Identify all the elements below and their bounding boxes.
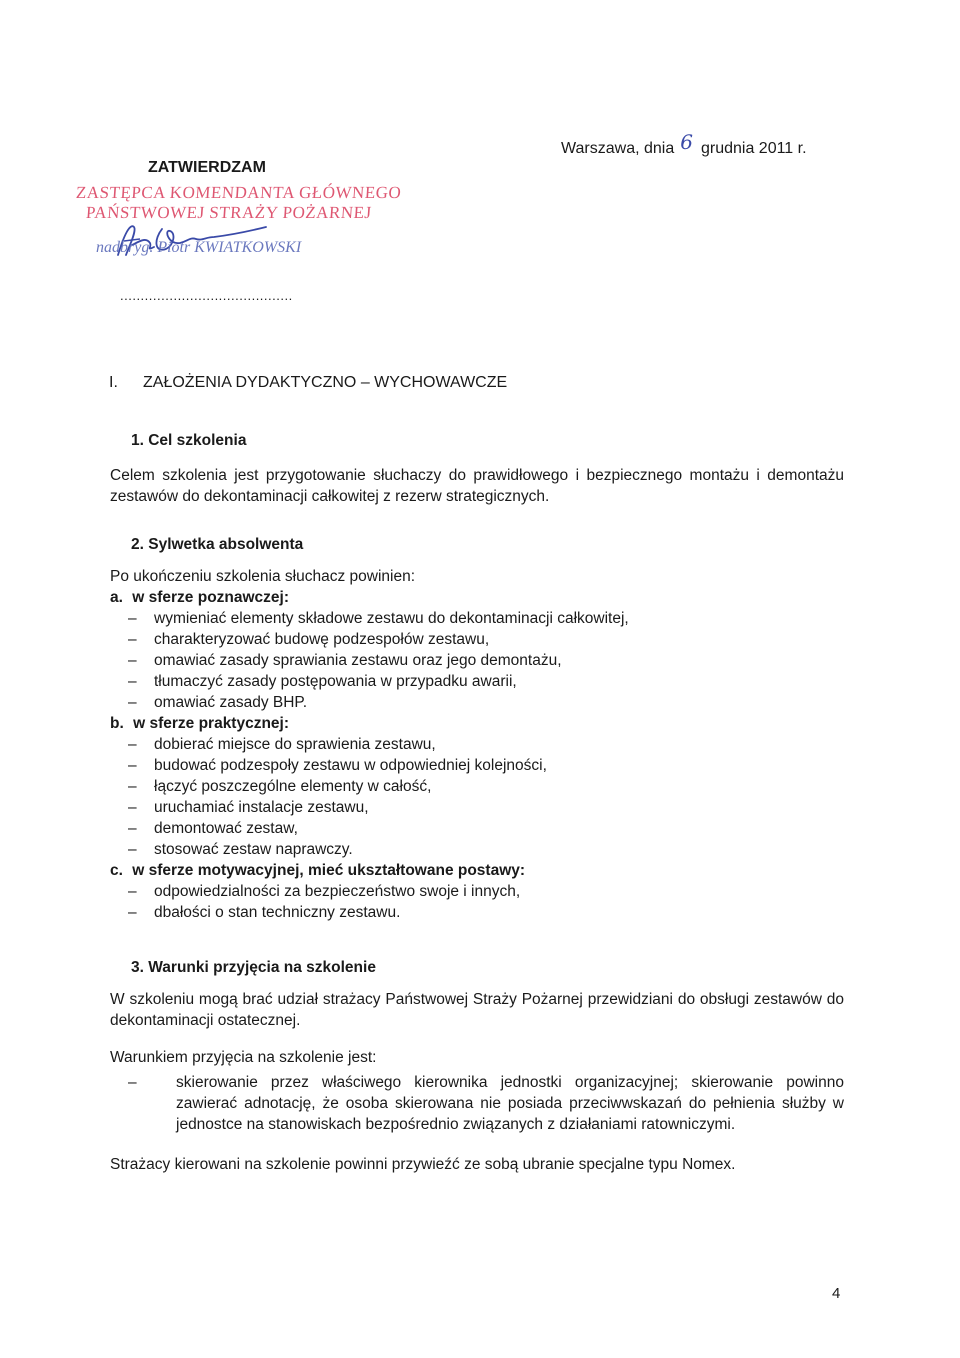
stamp-line-1: ZASTĘPCA KOMENDANTA GŁÓWNEGO (75, 183, 402, 202)
sublist-a-title: w sferze poznawczej: (132, 589, 290, 606)
page-number: 4 (832, 1285, 841, 1302)
section-heading (109, 374, 507, 392)
paragraph-warunki-3: Strażacy kierowani na szkolenie powinni przywieźć ze sobą ubranie specjalne typu Nomex. (110, 1156, 736, 1173)
heading-sylwetka: 2. Sylwetka absolwenta (131, 536, 304, 553)
signature-dots: .......................................... (120, 288, 293, 303)
date-suffix: grudnia 2011 r. (700, 140, 807, 157)
section-number: I. (109, 374, 118, 391)
date-line (561, 130, 807, 158)
requirement-dash: – (128, 1074, 137, 1091)
sublist-b-title: w sferze praktycznej: (133, 715, 290, 732)
sublist-c-title: w sferze motywacyjnej, mieć ukształtowane postawy: (132, 862, 526, 879)
sublist-b-heading (110, 713, 289, 734)
paragraph-warunki-2: Warunkiem przyjęcia na szkolenie jest: (110, 1049, 377, 1066)
heading-cel-szkolenia: 1. Cel szkolenia (131, 432, 247, 449)
section-title: ZAŁOŻENIA DYDAKTYCZNO – WYCHOWAWCZE (143, 374, 508, 391)
stamp-name: nadbryg. Piotr KWIATKOWSKI (96, 239, 302, 256)
handwritten-day: 6 (680, 130, 693, 154)
sublist-c-label: c. (110, 862, 123, 879)
paragraph-cel: Celem szkolenia jest przygotowanie słuchaczy do prawidłowego i bezpiecznego montażu i demontażu zestawów do dekontaminacji całkowitej z rezerw strategicznych. (110, 467, 844, 505)
date-prefix: Warszawa, dnia (561, 140, 675, 157)
approval-title: ZATWIERDZAM (148, 159, 266, 176)
sublist-a-heading (110, 587, 289, 608)
sublist-c-heading (110, 860, 525, 881)
paragraph-warunki-1: W szkoleniu mogą brać udział strażacy Państwowej Straży Pożarnej przewidziani do obsługi zestawów do dekontaminacji ostatecznej. (110, 991, 844, 1029)
sublist-a-label: a. (110, 589, 123, 606)
heading-warunki: 3. Warunki przyjęcia na szkolenie (131, 959, 376, 976)
sublist-b-label: b. (110, 715, 124, 732)
paragraph-sylwetka-intro: Po ukończeniu szkolenia słuchacz powinien: (110, 568, 416, 585)
requirement-text: skierowanie przez właściwego kierownika jednostki organizacyjnej; skierowanie powinno zawierać adnotację, że osoba skierowana nie posiada przeciwwskazań do pełnienia służby w jednostce na stanowiskach bezpośrednio związanych z działaniami ratowniczymi. (176, 1074, 844, 1133)
stamp-line-2: PAŃSTWOWEJ STRAŻY POŻARNEJ (85, 203, 373, 222)
